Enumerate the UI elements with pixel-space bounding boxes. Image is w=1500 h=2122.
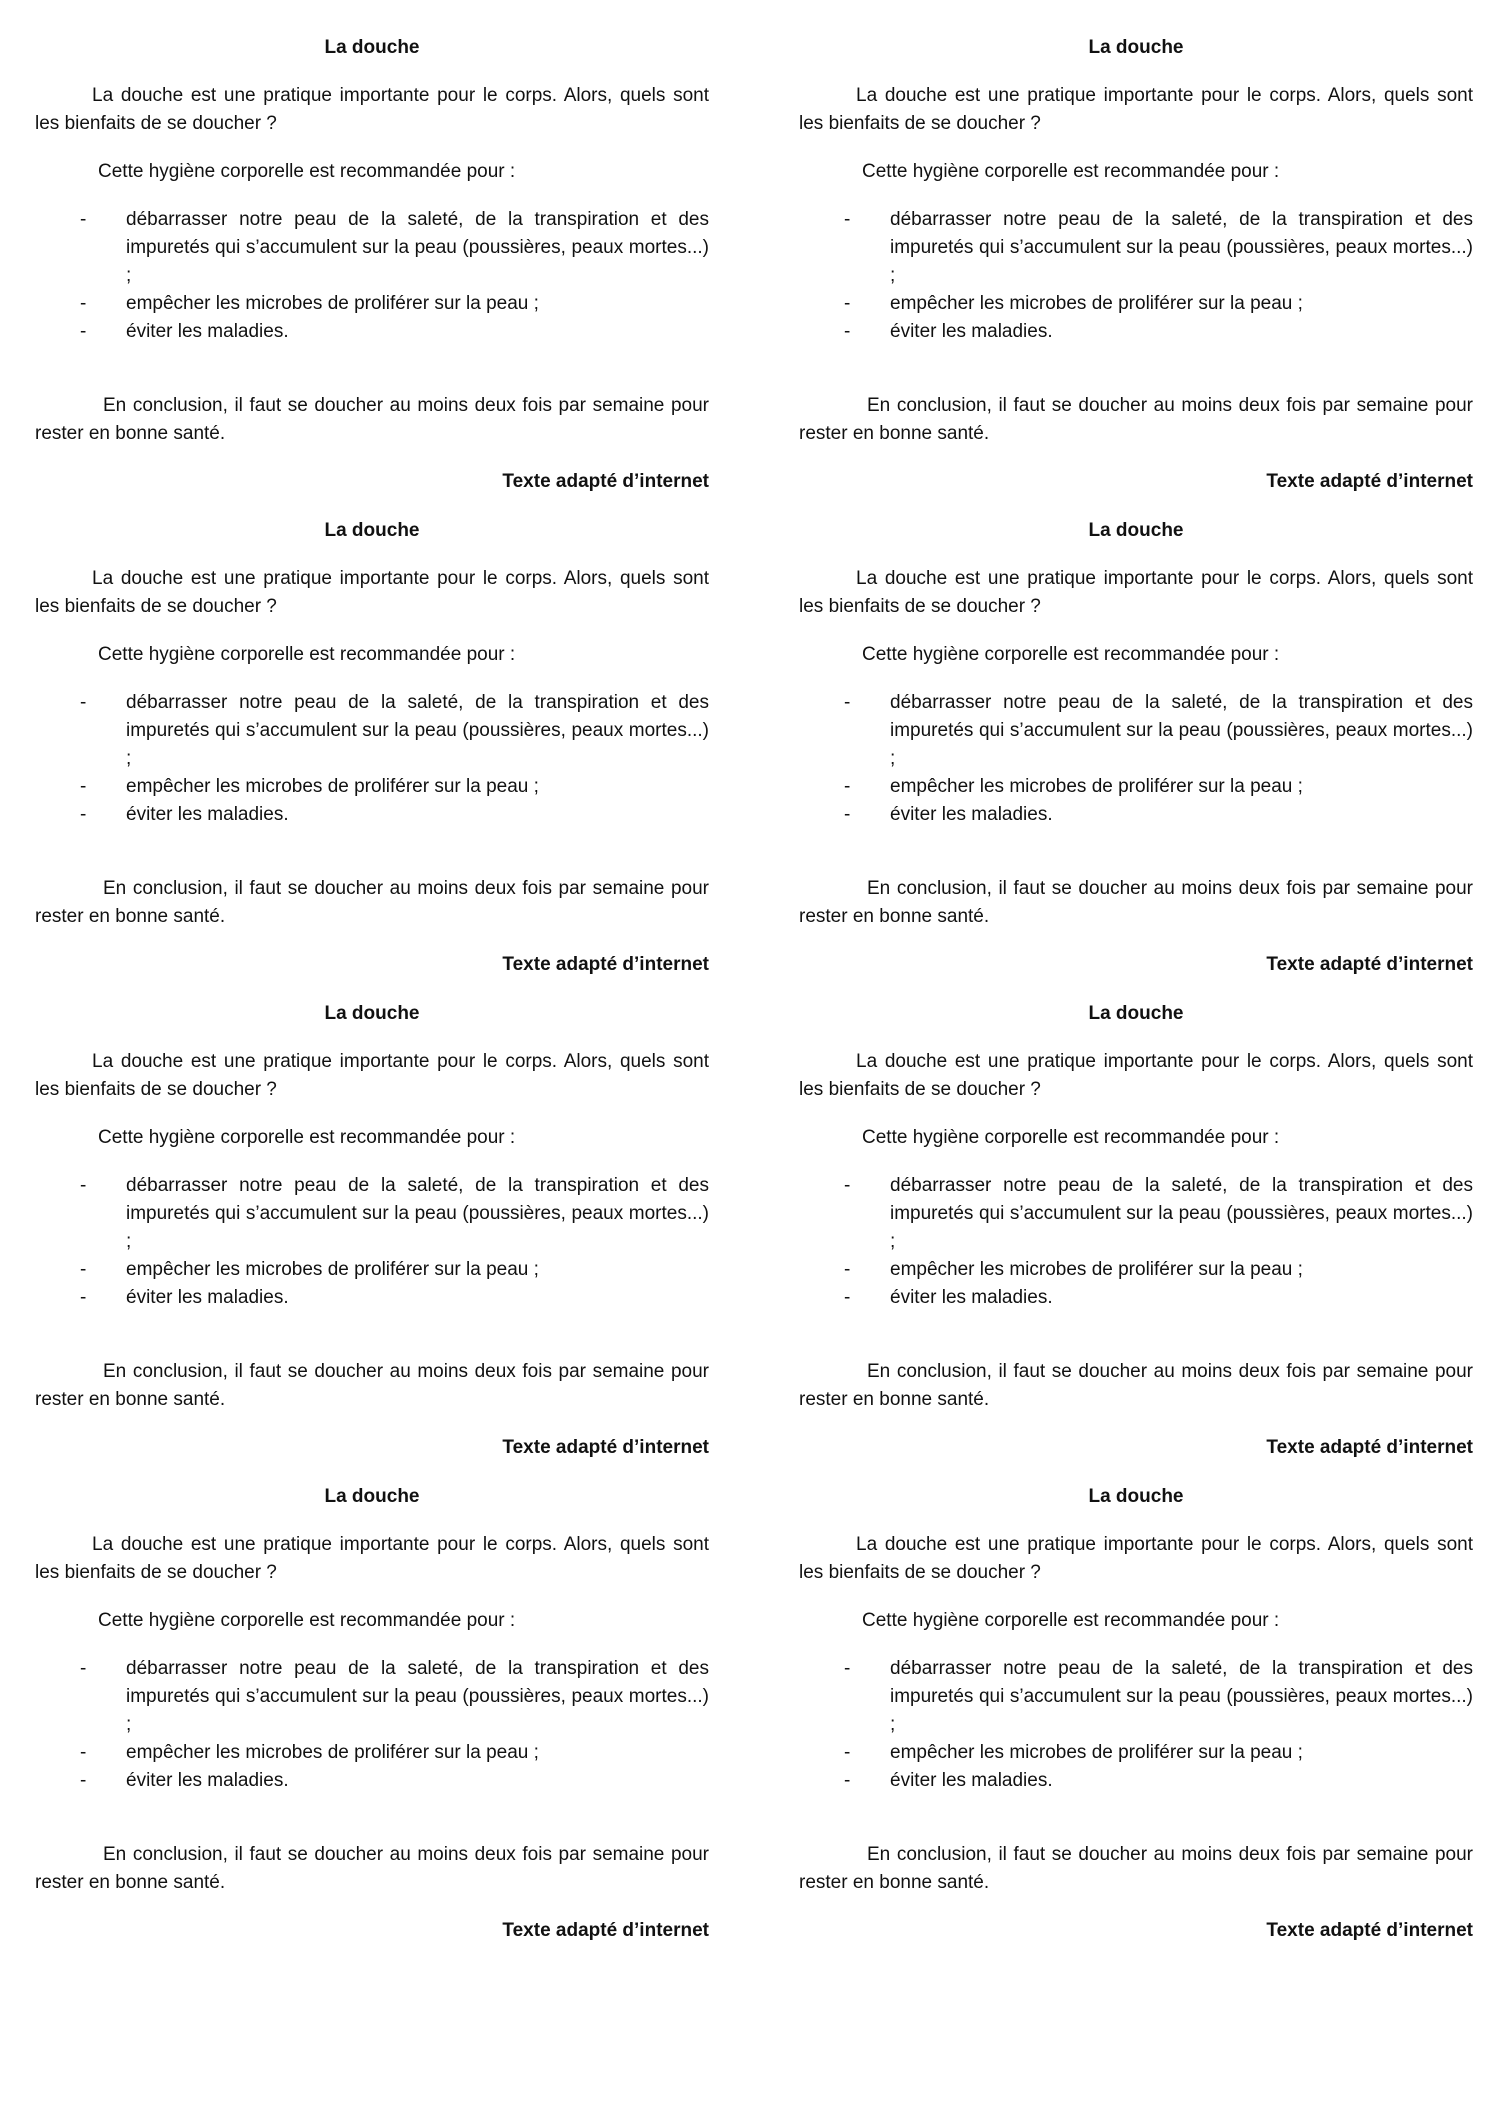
text-block-7 <box>35 1449 709 1941</box>
list-item <box>799 1739 1473 1767</box>
block-lead: Cette hygiène corporelle est recommandée pour : <box>862 644 1280 665</box>
block-lead: Cette hygiène corporelle est recommandée pour : <box>862 1610 1280 1631</box>
text-block-6 <box>799 966 1473 1458</box>
bullet-dash: - <box>844 776 851 797</box>
bullet-dash: - <box>80 692 87 713</box>
text-block-1 <box>35 0 709 492</box>
list-item <box>799 689 1473 773</box>
block-conclusion: En conclusion, il faut se doucher au moins deux fois par semaine pour rester en bonne santé. <box>35 878 709 927</box>
list-item-text: empêcher les microbes de proliférer sur la peau ; <box>126 776 539 797</box>
list-item <box>35 206 709 290</box>
bullet-dash: - <box>80 293 87 314</box>
block-source: Texte adapté d’internet <box>502 1437 709 1458</box>
block-conclusion: En conclusion, il faut se doucher au moins deux fois par semaine pour rester en bonne santé. <box>35 1844 709 1893</box>
block-lead: Cette hygiène corporelle est recommandée pour : <box>862 1127 1280 1148</box>
text-block-8 <box>799 1449 1473 1941</box>
benefits-list <box>799 206 1473 346</box>
block-title: La douche <box>1088 37 1184 58</box>
list-item <box>35 1284 709 1312</box>
list-item <box>35 801 709 829</box>
list-item-text: éviter les maladies. <box>126 804 289 825</box>
block-source: Texte adapté d’internet <box>1266 954 1473 975</box>
block-conclusion: En conclusion, il faut se doucher au moins deux fois par semaine pour rester en bonne santé. <box>799 395 1473 444</box>
bullet-dash: - <box>844 804 851 825</box>
block-title: La douche <box>324 37 420 58</box>
block-intro: La douche est une pratique importante pour le corps. Alors, quels sont les bienfaits de se doucher ? <box>35 1051 709 1100</box>
bullet-dash: - <box>80 1658 87 1679</box>
list-item-text: éviter les maladies. <box>890 804 1053 825</box>
list-item-text: empêcher les microbes de proliférer sur la peau ; <box>126 1742 539 1763</box>
text-block-5 <box>35 966 709 1458</box>
benefits-list <box>35 1172 709 1312</box>
benefits-list <box>35 206 709 346</box>
list-item <box>799 1172 1473 1256</box>
list-item <box>35 290 709 318</box>
list-item-text: débarrasser notre peau de la saleté, de la transpiration et des impuretés qui s’accumulent sur la peau (poussières, peaux mortes...) ; <box>890 209 1473 286</box>
block-source: Texte adapté d’internet <box>1266 471 1473 492</box>
list-item-text: éviter les maladies. <box>890 321 1053 342</box>
block-intro: La douche est une pratique importante pour le corps. Alors, quels sont les bienfaits de se doucher ? <box>799 1051 1473 1100</box>
bullet-dash: - <box>844 1287 851 1308</box>
text-block-4 <box>799 483 1473 975</box>
benefits-list <box>35 1655 709 1795</box>
block-intro: La douche est une pratique importante pour le corps. Alors, quels sont les bienfaits de se doucher ? <box>35 85 709 134</box>
list-item <box>799 206 1473 290</box>
list-item <box>799 318 1473 346</box>
block-conclusion: En conclusion, il faut se doucher au moins deux fois par semaine pour rester en bonne santé. <box>799 878 1473 927</box>
list-item <box>799 773 1473 801</box>
list-item <box>35 773 709 801</box>
list-item <box>799 1767 1473 1795</box>
block-title: La douche <box>324 1003 420 1024</box>
bullet-dash: - <box>844 1742 851 1763</box>
block-lead: Cette hygiène corporelle est recommandée pour : <box>98 1127 516 1148</box>
list-item <box>35 689 709 773</box>
list-item <box>35 1739 709 1767</box>
block-intro: La douche est une pratique importante pour le corps. Alors, quels sont les bienfaits de se doucher ? <box>35 1534 709 1583</box>
benefits-list <box>799 1172 1473 1312</box>
list-item-text: débarrasser notre peau de la saleté, de la transpiration et des impuretés qui s’accumulent sur la peau (poussières, peaux mortes...) ; <box>890 692 1473 769</box>
list-item-text: éviter les maladies. <box>890 1770 1053 1791</box>
list-item-text: empêcher les microbes de proliférer sur la peau ; <box>126 1259 539 1280</box>
block-intro: La douche est une pratique importante pour le corps. Alors, quels sont les bienfaits de se doucher ? <box>799 1534 1473 1583</box>
block-lead: Cette hygiène corporelle est recommandée pour : <box>98 161 516 182</box>
block-intro: La douche est une pratique importante pour le corps. Alors, quels sont les bienfaits de se doucher ? <box>35 568 709 617</box>
list-item <box>799 1256 1473 1284</box>
list-item-text: débarrasser notre peau de la saleté, de la transpiration et des impuretés qui s’accumulent sur la peau (poussières, peaux mortes...) ; <box>126 209 709 286</box>
list-item-text: débarrasser notre peau de la saleté, de la transpiration et des impuretés qui s’accumulent sur la peau (poussières, peaux mortes...) ; <box>890 1658 1473 1735</box>
bullet-dash: - <box>80 1287 87 1308</box>
list-item <box>35 1767 709 1795</box>
bullet-dash: - <box>844 692 851 713</box>
list-item <box>35 318 709 346</box>
bullet-dash: - <box>80 1259 87 1280</box>
bullet-dash: - <box>80 804 87 825</box>
block-lead: Cette hygiène corporelle est recommandée pour : <box>98 644 516 665</box>
block-title: La douche <box>1088 520 1184 541</box>
list-item <box>35 1256 709 1284</box>
block-source: Texte adapté d’internet <box>502 471 709 492</box>
list-item-text: débarrasser notre peau de la saleté, de la transpiration et des impuretés qui s’accumulent sur la peau (poussières, peaux mortes...) ; <box>890 1175 1473 1252</box>
list-item-text: empêcher les microbes de proliférer sur la peau ; <box>890 293 1303 314</box>
list-item-text: éviter les maladies. <box>890 1287 1053 1308</box>
bullet-dash: - <box>80 209 87 230</box>
block-conclusion: En conclusion, il faut se doucher au moins deux fois par semaine pour rester en bonne santé. <box>799 1844 1473 1893</box>
block-source: Texte adapté d’internet <box>502 954 709 975</box>
block-conclusion: En conclusion, il faut se doucher au moins deux fois par semaine pour rester en bonne santé. <box>35 395 709 444</box>
list-item-text: débarrasser notre peau de la saleté, de la transpiration et des impuretés qui s’accumulent sur la peau (poussières, peaux mortes...) ; <box>126 692 709 769</box>
block-conclusion: En conclusion, il faut se doucher au moins deux fois par semaine pour rester en bonne santé. <box>799 1361 1473 1410</box>
list-item-text: empêcher les microbes de proliférer sur la peau ; <box>126 293 539 314</box>
bullet-dash: - <box>844 321 851 342</box>
list-item-text: débarrasser notre peau de la saleté, de la transpiration et des impuretés qui s’accumulent sur la peau (poussières, peaux mortes...) ; <box>126 1175 709 1252</box>
block-title: La douche <box>324 1486 420 1507</box>
list-item-text: éviter les maladies. <box>126 321 289 342</box>
list-item <box>799 290 1473 318</box>
bullet-dash: - <box>80 321 87 342</box>
bullet-dash: - <box>80 1770 87 1791</box>
bullet-dash: - <box>844 209 851 230</box>
block-intro: La douche est une pratique importante pour le corps. Alors, quels sont les bienfaits de se doucher ? <box>799 85 1473 134</box>
block-title: La douche <box>1088 1486 1184 1507</box>
bullet-dash: - <box>80 776 87 797</box>
block-source: Texte adapté d’internet <box>1266 1920 1473 1941</box>
bullet-dash: - <box>80 1742 87 1763</box>
text-block-3 <box>35 483 709 975</box>
list-item-text: débarrasser notre peau de la saleté, de la transpiration et des impuretés qui s’accumulent sur la peau (poussières, peaux mortes...) ; <box>126 1658 709 1735</box>
block-title: La douche <box>324 520 420 541</box>
list-item <box>35 1655 709 1739</box>
list-item <box>799 1284 1473 1312</box>
block-lead: Cette hygiène corporelle est recommandée pour : <box>862 161 1280 182</box>
list-item <box>35 1172 709 1256</box>
block-lead: Cette hygiène corporelle est recommandée pour : <box>98 1610 516 1631</box>
bullet-dash: - <box>844 1770 851 1791</box>
block-intro: La douche est une pratique importante pour le corps. Alors, quels sont les bienfaits de se doucher ? <box>799 568 1473 617</box>
list-item-text: empêcher les microbes de proliférer sur la peau ; <box>890 1742 1303 1763</box>
list-item-text: empêcher les microbes de proliférer sur la peau ; <box>890 1259 1303 1280</box>
block-source: Texte adapté d’internet <box>502 1920 709 1941</box>
benefits-list <box>35 689 709 829</box>
list-item-text: éviter les maladies. <box>126 1287 289 1308</box>
bullet-dash: - <box>844 1259 851 1280</box>
bullet-dash: - <box>80 1175 87 1196</box>
text-block-2 <box>799 0 1473 492</box>
list-item-text: empêcher les microbes de proliférer sur la peau ; <box>890 776 1303 797</box>
benefits-list <box>799 1655 1473 1795</box>
block-source: Texte adapté d’internet <box>1266 1437 1473 1458</box>
benefits-list <box>799 689 1473 829</box>
list-item <box>799 1655 1473 1739</box>
block-title: La douche <box>1088 1003 1184 1024</box>
list-item-text: éviter les maladies. <box>126 1770 289 1791</box>
bullet-dash: - <box>844 293 851 314</box>
block-conclusion: En conclusion, il faut se doucher au moins deux fois par semaine pour rester en bonne santé. <box>35 1361 709 1410</box>
list-item <box>799 801 1473 829</box>
bullet-dash: - <box>844 1175 851 1196</box>
bullet-dash: - <box>844 1658 851 1679</box>
